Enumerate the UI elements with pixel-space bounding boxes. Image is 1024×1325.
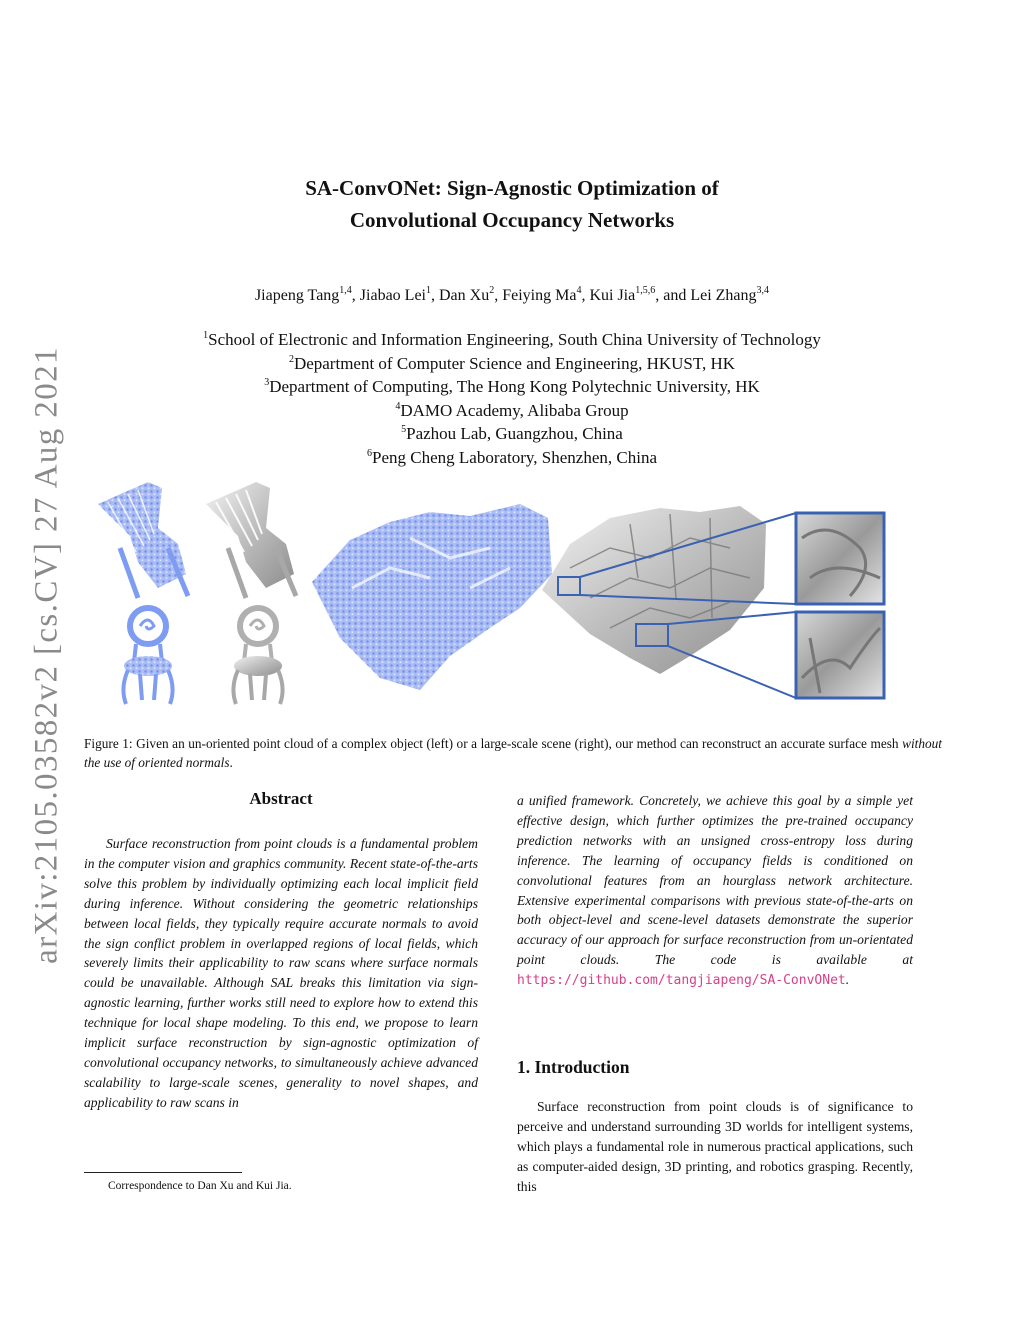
scene-point-cloud — [312, 504, 552, 690]
affiliation-number: 1 — [203, 330, 209, 341]
affiliation-line — [0, 352, 1024, 376]
affiliation-number: 5 — [401, 424, 407, 436]
lounge-chair-mesh — [206, 482, 296, 598]
affiliation-list — [0, 328, 1024, 470]
teaser-figure — [90, 478, 895, 730]
footnote: Correspondence to Dan Xu and Kui Jia. — [108, 1180, 292, 1192]
affiliation-text: DAMO Academy, Alibaba Group — [400, 400, 629, 420]
affiliation-line — [0, 446, 1024, 470]
affiliation-line — [0, 399, 1024, 423]
affiliation-text: Department of Computing, The Hong Kong Polytechnic University, HK — [269, 377, 760, 397]
author-separator: , — [431, 287, 439, 304]
author-separator: , — [581, 287, 590, 304]
affiliation-line — [0, 422, 1024, 446]
author-separator: , — [351, 287, 360, 304]
paper-title: SA-ConvONet: Sign-Agnostic Optimization of Convolutional Occupancy Networks — [305, 176, 719, 232]
code-link[interactable]: https://github.com/tangjiapeng/SA-ConvONet — [517, 973, 846, 989]
abstract-continuation: a unified framework. Concretely, we achieve this goal by a simple yet effective design, which further optimizes the pre-trained occupancy prediction networks with an unsigned cross-entropy loss during inference. The learning of occupancy fields is conditioned on convolutional features from an hourglass network architecture. Extensive experimental comparisons with previous state-of-the-arts on both object-level and scene-level datasets demonstrate the superior accuracy of our approach for surface reconstruction from un-orientated point clouds. The code is available at https://github.com/tangjiapeng/SA-ConvONet. — [517, 793, 913, 989]
author-affiliation-marker: 3,4 — [756, 285, 770, 296]
author-affiliation-marker: 1 — [426, 285, 431, 296]
abstract-heading: Abstract — [249, 789, 313, 808]
affiliation-text: Pazhou Lab, Guangzhou, China — [406, 424, 623, 444]
affiliation-number: 3 — [264, 377, 270, 389]
author-name: Jiabao Lei — [359, 287, 426, 304]
author-name: Feiying Ma — [502, 287, 577, 304]
round-chair-mesh — [233, 608, 282, 704]
affiliation-line — [0, 375, 1024, 399]
author-separator: , and — [655, 287, 691, 304]
footnote-rule — [84, 1172, 242, 1173]
author-name: Lei Zhang — [690, 287, 757, 304]
affiliation-line — [0, 328, 1024, 352]
introduction-heading: 1. Introduction — [517, 1057, 630, 1077]
figure-caption: Figure 1: Given an un-oriented point cloud of a complex object (left) or a large-scale scene (right), our method can reconstruct an accurate surface mesh without the use of oriented normals. — [84, 736, 942, 770]
author-affiliation-marker: 2 — [489, 285, 495, 296]
affiliation-text: Department of Computer Science and Engineering, HKUST, HK — [293, 353, 736, 373]
author-name: Jiapeng Tang — [254, 287, 340, 304]
introduction-body: Surface reconstruction from point clouds is of significance to perceive and understand surrounding 3D worlds for intelligent systems, which plays a fundamental role in numerous practical applications, such as computer-aided design, 3D printing, and robotics grasping. Recently, this — [517, 1099, 913, 1194]
author-affiliation-marker: 4 — [576, 285, 582, 296]
affiliation-text: School of Electronic and Information Engineering, South China University of Technology — [208, 330, 821, 349]
affiliation-number: 6 — [367, 447, 372, 459]
arxiv-identifier: arXiv:2105.03582v2 [cs.CV] 27 Aug 2021 — [28, 346, 65, 964]
author-list — [0, 287, 1024, 305]
affiliation-number: 2 — [288, 353, 294, 365]
author-name: Dan Xu — [439, 287, 490, 304]
affiliation-number: 4 — [395, 400, 401, 412]
round-chair-point-cloud — [123, 608, 172, 704]
abstract-body: Surface reconstruction from point clouds is a fundamental problem in the computer vision and graphics community. Recent state-of-the-arts solve this problem by individually optimizing each local implicit field during inference. Without considering the geometric relationships between local fields, they typically require accurate normals to avoid the sign conflict problem in overlapped regions of local fields, which severely limits their applicability to raw scans where surface normals could be unavailable. Although SAL breaks this limitation via sign-agnostic learning, further works still need to explore how to extend this technique for local shape modeling. To this end, we propose to learn implicit surface reconstruction by sign-agnostic optimization of convolutional occupancy networks, to simultaneously achieve advanced scalability to large-scale scenes, generality to novel shapes, and applicability to raw scans in — [84, 836, 478, 1110]
author-affiliation-marker: 1,4 — [339, 285, 352, 296]
affiliation-text: Peng Cheng Laboratory, Shenzhen, China — [372, 447, 657, 467]
lounge-chair-point-cloud — [98, 482, 188, 598]
author-separator: , — [494, 287, 503, 304]
author-name: Kui Jia — [589, 287, 636, 304]
author-affiliation-marker: 1,5,6 — [635, 285, 656, 296]
